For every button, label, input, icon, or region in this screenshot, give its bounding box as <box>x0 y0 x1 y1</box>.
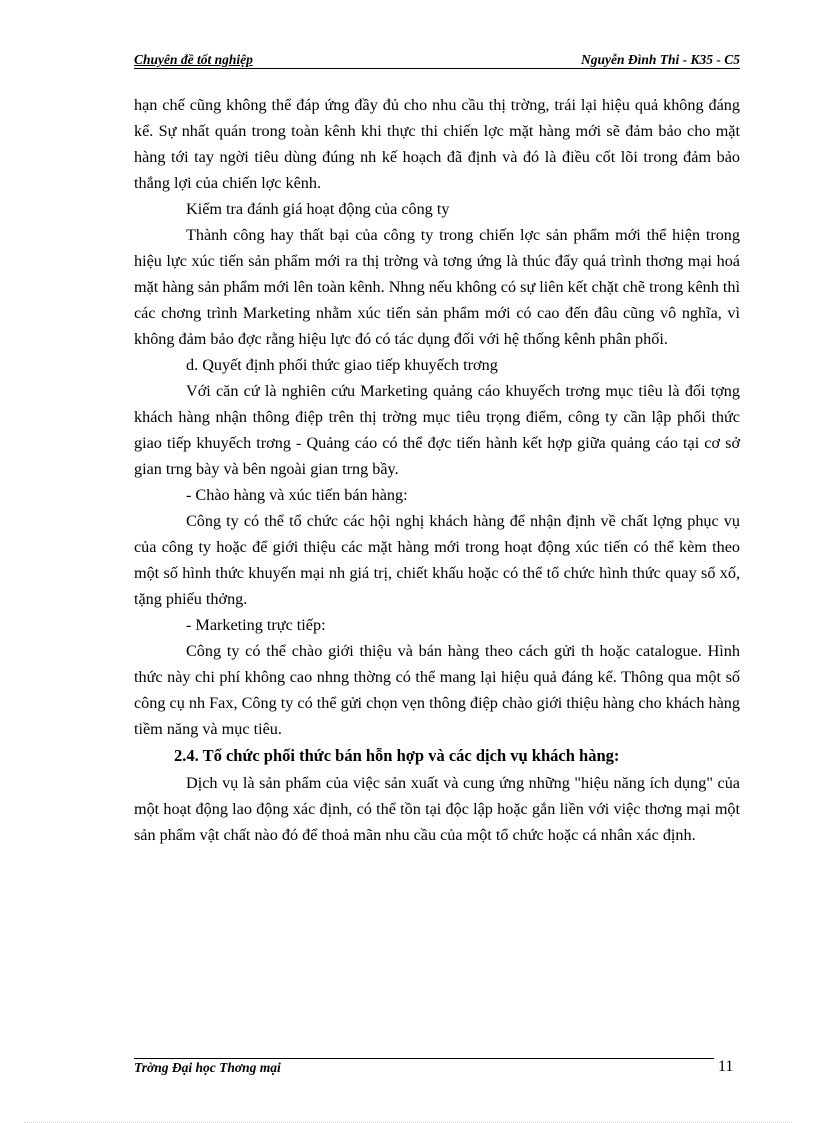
paragraph: hạn chế cũng không thể đáp ứng đầy đủ cho nhu cầu thị trờng, trái lại hiệu quả không đáng kể. Sự nhất quán trong toàn kênh khi thực thi chiến lợc mặt hàng mới sẽ đảm bảo cho mặt hàng tới tay ngời tiêu dùng đúng nh kế hoạch đã định và đó là điều cốt lõi trong đảm bảo thắng lợi của chiến lợc kênh. <box>134 96 740 192</box>
paragraph: d. Quyết định phối thức giao tiếp khuyếch trơng <box>186 356 498 374</box>
paragraph: Kiểm tra đánh giá hoạt động của công ty <box>186 200 450 218</box>
header-title: Chuyên đề tốt nghiệp <box>134 52 253 67</box>
paragraph: Thành công hay thất bại của công ty trong chiến lợc sản phẩm mới thể hiện trong hiệu lực xúc tiến sản phẩm mới ra thị trờng và tơng ứng là thúc đẩy quá trình thơng mại hoá mặt hàng sản phẩm mới lên toàn kênh. Nhng nếu không có sự liên kết chặt chẽ trong kênh thì các chơng trình Marketing nhằm xúc tiến sản phẩm mới có cao đến đâu cũng vô nghĩa, vì không đảm bảo đợc rằng hiệu lực đó có tác dụng đối với hệ thống kênh phân phối. <box>134 226 740 348</box>
section-heading: 2.4. Tổ chức phối thức bán hỗn hợp và các dịch vụ khách hàng: <box>174 746 620 765</box>
paragraph: - Chào hàng và xúc tiến bán hàng: <box>186 486 408 504</box>
paragraph: Công ty có thể chào giới thiệu và bán hàng theo cách gửi th hoặc catalogue. Hình thức này chi phí không cao nhng thờng có thể mang lại hiệu quả đáng kể. Thông qua một số công cụ nh Fax, Công ty có thể gửi chọn vẹn thông điệp chào giới thiệu hàng cho khách hàng tiềm năng và mục tiêu. <box>134 642 740 738</box>
paragraph: Công ty có thể tổ chức các hội nghị khách hàng để nhận định về chất lợng phục vụ của công ty hoặc để giới thiệu các mặt hàng mới trong hoạt động xúc tiến có thể kèm theo một số hình thức khuyến mại nh giá trị, chiết khấu hoặc có thể tổ chức hình thức quay sổ xố, tặng phiếu thởng. <box>134 512 740 608</box>
footer-school: Trờng Đại học Thơng mại <box>134 1060 281 1075</box>
paragraph: Với căn cứ là nghiên cứu Marketing quảng cáo khuyếch trơng mục tiêu là đối tợng khách hàng nhận thông điệp trên thị trờng mục tiêu trọng điểm, công ty cần lập phối thức giao tiếp khuyếch trơng - Quảng cáo có thể đợc tiến hành kết hợp giữa quảng cáo tại cơ sở gian trng bày và bên ngoài gian trng bầy. <box>134 382 740 478</box>
footer-divider <box>134 1058 714 1059</box>
header-author: Nguyễn Đình Thi - K35 - C5 <box>580 52 740 67</box>
paragraph: Dịch vụ là sản phẩm của việc sản xuất và cung ứng những "hiệu năng ích dụng" của một hoạt động lao động xác định, có thể tồn tại độc lập hoặc gắn liền với việc thơng mại một sản phẩm vật chất nào đó để thoả mãn nhu cầu của một tổ chức hoặc cá nhân xác định. <box>134 774 740 844</box>
paragraph: - Marketing trực tiếp: <box>186 616 326 634</box>
document-body <box>134 92 740 848</box>
page-header <box>134 52 740 69</box>
page-number: 11 <box>718 1058 734 1075</box>
